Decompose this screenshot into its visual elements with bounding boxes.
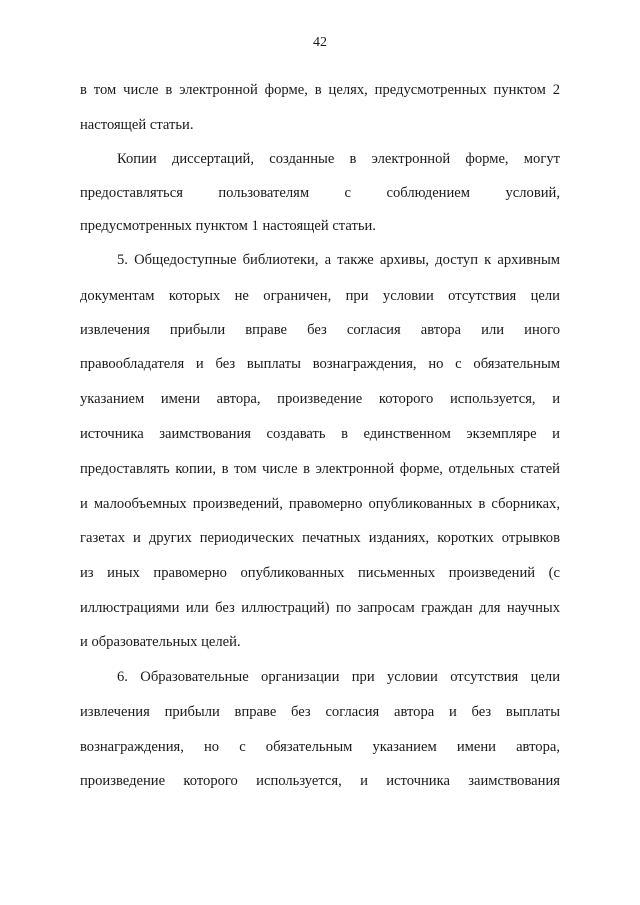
text-line: и малообъемных произведений, правомерно опубликованных в сборниках, (80, 496, 560, 512)
text-line: указанием имени автора, произведение которого используется, и (80, 391, 560, 407)
text-line: в том числе в электронной форме, в целях, предусмотренных пунктом 2 (80, 82, 560, 98)
text-line: из иных правомерно опубликованных письменных произведений (с (80, 565, 560, 581)
text-line: извлечения прибыли вправе без согласия автора и без выплаты (80, 704, 560, 720)
text-line: источника заимствования создавать в единственном экземпляре и (80, 426, 560, 442)
paragraph-first-line: 6. Образовательные организации при условии отсутствия цели (117, 669, 560, 685)
page-number: 42 (313, 35, 327, 50)
text-line: документам которых не ограничен, при условии отсутствия цели (80, 288, 560, 304)
text-line: и образовательных целей. (80, 634, 241, 650)
text-line: иллюстрациями или без иллюстраций) по запросам граждан для научных (80, 600, 560, 616)
text-line: предоставлять копии, в том числе в электронной форме, отдельных статей (80, 461, 560, 477)
text-line: извлечения прибыли вправе без согласия автора или иного (80, 322, 560, 338)
text-line: настоящей статьи. (80, 117, 194, 133)
paragraph-first-line: Копии диссертаций, созданные в электронной форме, могут (117, 151, 560, 167)
text-line: предусмотренных пунктом 1 настоящей статьи. (80, 218, 376, 234)
text-line: предоставляться пользователям с соблюдением условий, (80, 185, 560, 201)
text-line: правообладателя и без выплаты вознаграждения, но с обязательным (80, 356, 560, 372)
text-line: вознаграждения, но с обязательным указанием имени автора, (80, 739, 560, 755)
text-line: газетах и других периодических печатных изданиях, коротких отрывков (80, 530, 560, 546)
text-line: произведение которого используется, и источника заимствования (80, 773, 560, 789)
paragraph-first-line: 5. Общедоступные библиотеки, а также архивы, доступ к архивным (117, 252, 560, 268)
